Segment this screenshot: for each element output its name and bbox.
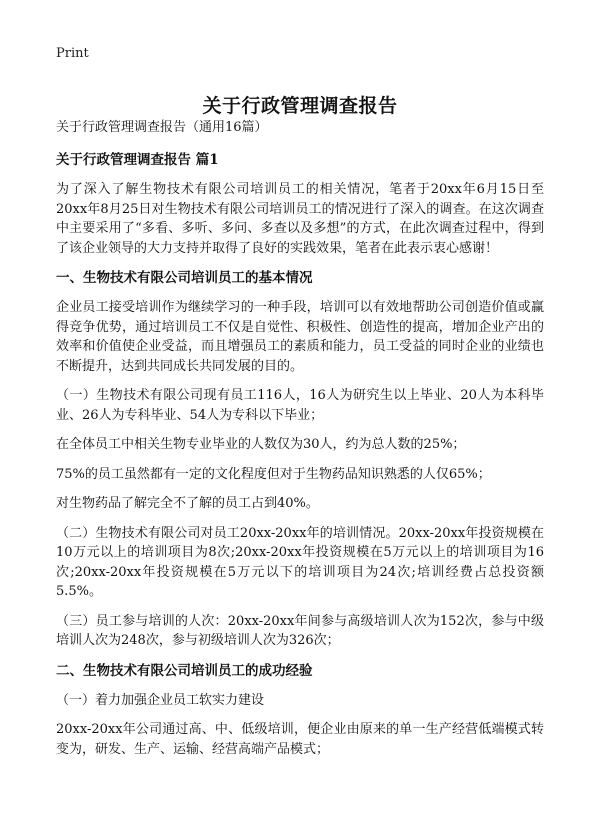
section-heading-2: 二、生物技术有限公司培训员工的成功经验 xyxy=(56,662,313,679)
document-subtitle: 关于行政管理调查报告（通用16篇） xyxy=(56,120,268,135)
paragraph: 在全体员工中相关生物专业毕业的人数仅为30人，约为总人数的25%； xyxy=(56,437,466,452)
paragraph: 75%的员工虽然都有一定的文化程度但对于生物药品知识熟悉的人仅65%； xyxy=(56,466,491,482)
paragraph: （二）生物技术有限公司对员工20xx-20xx年的培训情况。20xx-20xx年投资规模在10万元以上的培训项目为8次;20xx-20xx年投资规模在5万元以上的培训项目为16次;20xx-20xx年投资规模在5万元以下的培训项目为24次;培训经费占总投资额5.5%。 xyxy=(56,525,544,599)
paragraph: 20xx-20xx年公司通过高、中、低级培训，便企业由原来的单一生产经营低端模式转变为，研发、生产、运输、经营高端产品模式； xyxy=(56,722,544,757)
article-heading: 关于行政管理调查报告 篇1 xyxy=(56,152,219,168)
intro-paragraph: 为了深入了解生物技术有限公司培训员工的相关情况，笔者于20xx年6月15日至20xx年8月25日对生物技术有限公司培训员工的情况进行了深入的调查。在这次调查中主要采用了“多看、多听、多问、多查以及多想”的方式，在此次调查过程中，得到了该企业领导的大力支持并取得了良好的实践效果，笔者在此表示衷心感谢！ xyxy=(56,182,544,256)
paragraph: （一）着力加强企业员工软实力建设 xyxy=(56,692,265,708)
paragraph: 企业员工接受培训作为继续学习的一种手段，培训可以有效地帮助公司创造价值或赢得竞争优势，通过培训员工不仅是自觉性、积极性、创造性的提高，增加企业产出的效率和价值使企业受益，而且增强员工的素质和能力，员工受益的同时企业的业绩也不断提升，达到共同成长共同发展的目的。 xyxy=(56,300,544,374)
page-title: 关于行政管理调查报告 xyxy=(202,94,398,117)
paragraph: （三）员工参与培训的人次：20xx-20xx年间参与高级培训人次为152次，参与中级培训人次为248次，参与初级培训人次为326次； xyxy=(56,613,544,648)
section-heading-1: 一、生物技术有限公司培训员工的基本情况 xyxy=(56,270,313,286)
print-link[interactable]: Print xyxy=(56,46,89,61)
document-body xyxy=(56,118,544,769)
paragraph: 对生物药品了解完全不了解的员工占到40%。 xyxy=(56,496,319,511)
paragraph: （一）生物技术有限公司现有员工116人，16人为研究生以上毕业、20人为本科毕业、26人为专科毕业、54人为专科以下毕业； xyxy=(56,388,544,423)
